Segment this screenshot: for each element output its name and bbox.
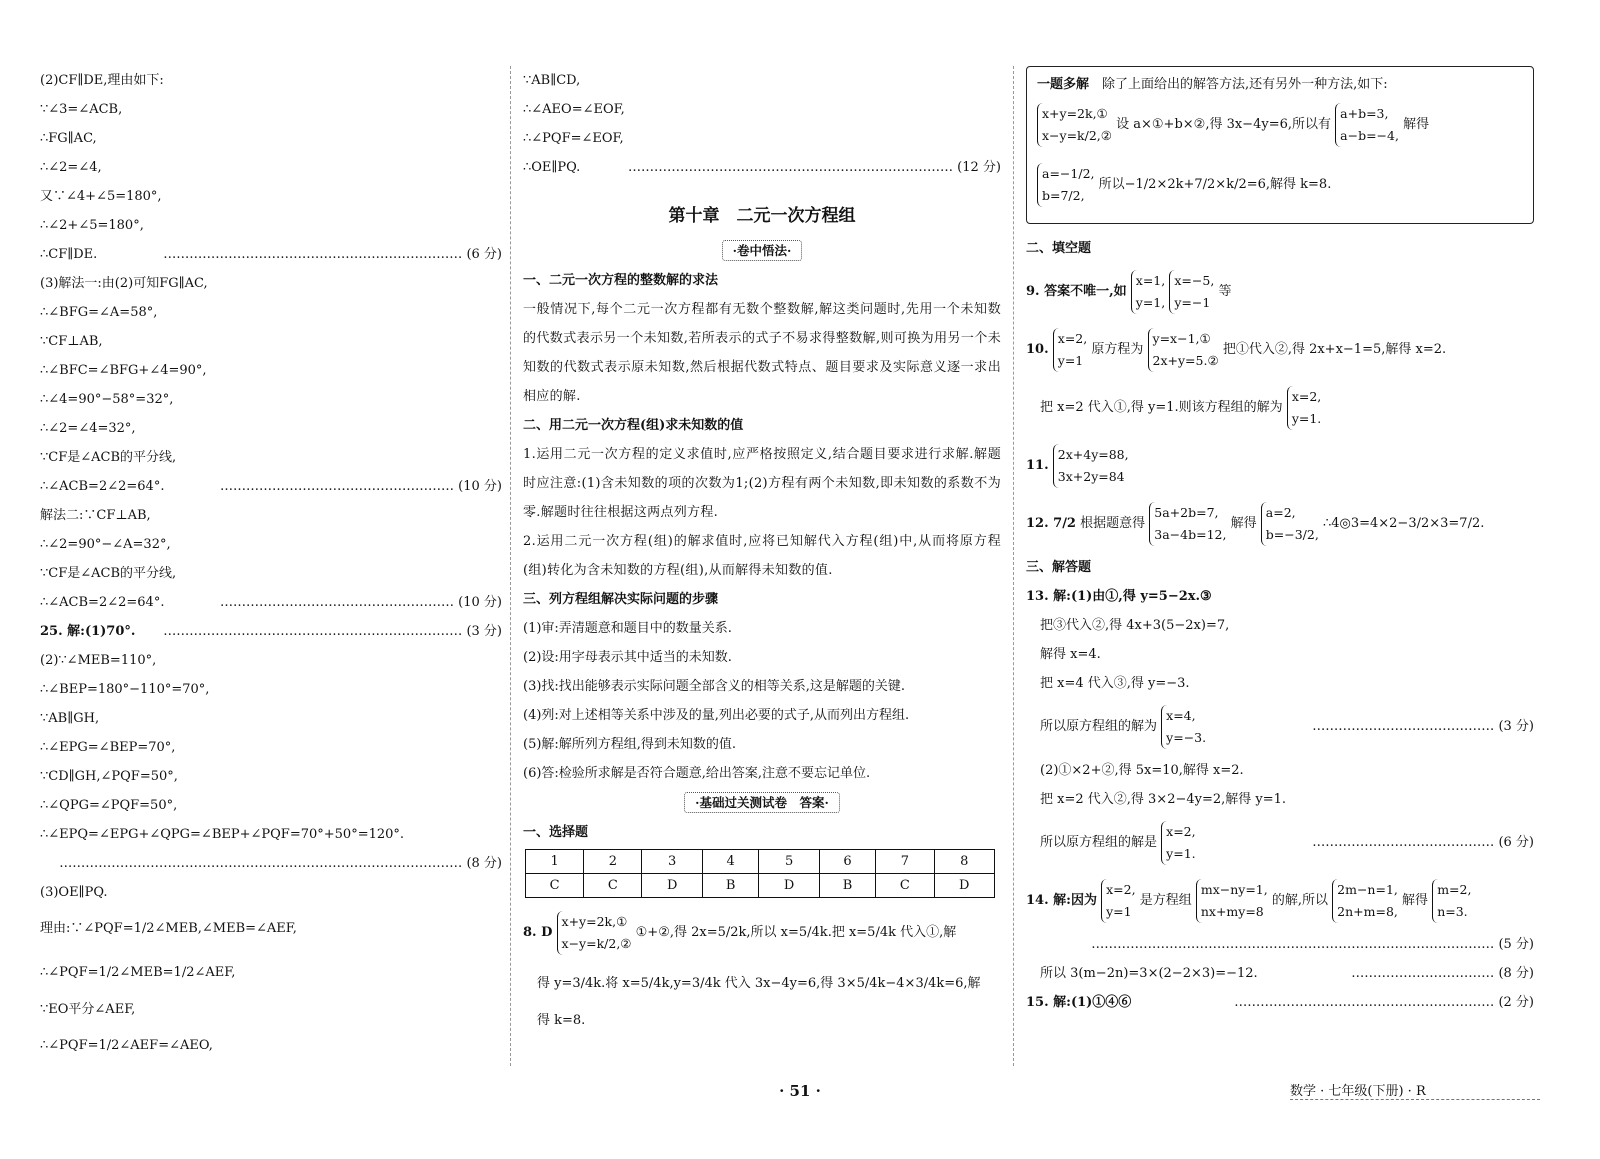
step-item: (3)找:找出能够表示实际问题全部含义的相等关系,这是解题的关键. [523,679,906,694]
text-line: ∴∠ACB=2∠2=64°. ……………………………………………… (10 分) [40,588,502,617]
equation-system: x=−5, y=−1 [1169,270,1214,314]
equation-system: x=2, y=1 [1101,879,1135,923]
text-line: ∴∠BEP=180°−110°=70°, [40,682,210,697]
equation-system: x=2, y=1 [1053,328,1087,372]
q8-line: 8. D x+y=2k,① x−y=k/2,② ①+②,得 2x=5/2k,所以 x=5/4k.把 x=5/4k 代入①,解 [523,904,1001,962]
equation-system: a=2, b=−3/2, [1261,502,1319,546]
step-item: (2)设:用字母表示其中适当的未知数. [523,650,732,665]
q12-line: 12. 7/2 根据题意得 5a+2b=7, 3a−4b=12, 解得 a=2, b=−3/2, ∴4◎3=4×2−3/2×3=7/2. [1026,495,1534,553]
paragraph: 一般情况下,每个二元一次方程都有无数个整数解,解这类问题时,先用一个未知数的代数式表示另一个未知数,若所表示的式子不易求得整数解,则可换为用另一个未知数的代数式表示原未知数,然后根据代数式特点、题目要求及实际意义逐一求出相应的解. [523,302,1001,404]
answer-table [525,849,995,898]
section-heading: 二、填空题 [1026,241,1092,256]
section-heading: 一、选择题 [523,825,589,840]
table-cell: D [642,874,702,898]
text-line: ∵CF是∠ACB的平分线, [40,450,177,465]
table-cell: 8 [934,850,994,874]
table-cell: 6 [819,850,875,874]
text-line: ∴∠2=90°−∠A=32°, [40,537,171,552]
text-line: ∴∠BFC=∠BFG+∠4=90°, [40,363,207,378]
equation-system: x=2, y=1. [1287,386,1321,430]
table-cell: 2 [584,850,642,874]
text-line: ∵CD∥GH,∠PQF=50°, [40,769,178,784]
table-cell: C [584,874,642,898]
section-heading: 二、用二元一次方程(组)求未知数的值 [523,418,744,433]
text-line: 所以原方程组的解是 x=2, y=1. …………………………………… (6 分) [1026,814,1534,872]
text-line: 又∵∠4+∠5=180°, [40,189,162,204]
book-footer: 数学 · 七年级(下册) · R [1290,1080,1540,1100]
text-line: 把 x=4 代入③,得 y=−3. [1040,676,1190,691]
text-line: (3)解法一:由(2)可知FG∥AC, [40,276,208,291]
equation-system: x+y=2k,① x−y=k/2,② [557,911,632,955]
text-line: ∴∠2=∠4=32°, [40,421,136,436]
chapter-title: 第十章 二元一次方程组 [668,206,856,226]
table-cell: 3 [642,850,702,874]
equation-system: x+y=2k,① x−y=k/2,② [1037,103,1112,147]
table-cell: C [876,874,934,898]
text-line: ∴OE∥PQ. ………………………………………………………………… (12 分) [523,153,1001,182]
table-cell: 4 [702,850,758,874]
step-item: (4)列:对上述相等关系中涉及的量,列出必要的式子,从而列出方程组. [523,708,910,723]
text-line: ∴CF∥DE. …………………………………………………………… (6 分) [40,240,502,269]
section-tag: ·基础过关测试卷 答案· [523,788,1001,818]
alt-solution-box: 一题多解 除了上面给出的解答方法,还有另外一种方法,如下: x+y=2k,① x−y=k/2,② 设 a×①+b×②,得 3x−4y=6,所以有 a+b=3, a−b=−4, 解得 a=−1/2, b=7/2, 所以−1/2×2k+7/2×k/2=6,解得 k=8. [1026,66,1534,224]
text-line: (2)①×2+②,得 5x=10,解得 x=2. [1040,763,1244,778]
text-line: ∴∠2+∠5=180°, [40,218,144,233]
text-line: ∴∠QPG=∠PQF=50°, [40,798,178,813]
step-item: (6)答:检验所求解是否符合题意,给出答案,注意不要忘记单位. [523,766,871,781]
text-line: ∴∠BFG=∠A=58°, [40,305,158,320]
table-cell: D [759,874,819,898]
text-line: 解得 x=4. [1040,647,1101,662]
text-line: ∴∠2=∠4, [40,160,102,175]
equation-system: a=−1/2, b=7/2, [1037,163,1095,207]
column-middle [523,66,1001,1035]
text-line: ∴∠4=90°−58°=32°, [40,392,174,407]
table-cell: B [819,874,875,898]
column-left [40,66,502,1068]
equation-system: x=2, y=1. [1161,821,1195,865]
text-line: 把 x=2 代入②,得 3×2−4y=2,解得 y=1. [1040,792,1287,807]
text-line: ∵EO平分∠AEF, [40,1002,136,1017]
text-line: 理由:∵∠PQF=1/2∠MEB,∠MEB=∠AEF, [40,921,297,936]
column-right [1026,66,1534,1017]
section-heading: 三、列方程组解决实际问题的步骤 [523,592,719,607]
text-line: 把③代入②,得 4x+3(5−2x)=7, [1040,618,1230,633]
text-line: ………………………………………………………………………………… (8 分) [40,849,502,878]
section-tag: ·卷中悟法· [523,236,1001,266]
text-line: ∵AB∥GH, [40,711,100,726]
equation-system: y=x−1,① 2x+y=5.② [1148,328,1219,372]
text-line: ∴∠EPQ=∠EPG+∠QPG=∠BEP+∠PQF=70°+50°=120°. [40,827,405,842]
page-number: · 51 · [779,1082,821,1100]
text-line: ∵CF是∠ACB的平分线, [40,566,177,581]
paragraph: 2.运用二元一次方程(组)的解求值时,应将已知解代入方程(组)中,从而将原方程(组)转化为含未知数的方程(组),从而解得未知数的值. [523,534,1001,578]
paragraph: 1.运用二元一次方程的定义求值时,应严格按照定义,结合题目要求进行求解.解题时应注意:(1)含未知数的项的次数为1;(2)方程有两个未知数,即未知数的系数不为零.解题时往往根据这两点列方程. [523,447,1001,520]
text-line: ∴∠EPG=∠BEP=70°, [40,740,176,755]
equation-system: x=1, y=1, [1131,270,1165,314]
equation-system: 2m−n=1, 2n+m=8, [1332,879,1398,923]
equation-system: a+b=3, a−b=−4, [1335,103,1399,147]
text-line: (2)CF∥DE,理由如下: [40,73,164,88]
text-line: ∴∠PQF=∠EOF, [523,131,624,146]
column-divider [1013,66,1014,1066]
table-cell: 5 [759,850,819,874]
section-heading: 三、解答题 [1026,560,1092,575]
q8-line: 得 k=8. [537,1013,586,1028]
text-line: 所以原方程组的解为 x=4, y=−3. …………………………………… (3 分) [1026,698,1534,756]
text-line: 15. 解:(1)①④⑥ …………………………………………………… (2 分) [1026,988,1534,1017]
equation-system: 2x+4y=88, 3x+2y=84 [1053,444,1129,488]
table-cell: B [702,874,758,898]
section-heading: 一、二元一次方程的整数解的求法 [523,273,719,288]
q11-line: 11. 2x+4y=88, 3x+2y=84 [1026,437,1534,495]
table-cell: 1 [526,850,584,874]
text-line: 所以 3(m−2n)=3×(2−2×3)=−12. …………………………… (8 分) [1026,959,1534,988]
equation-system: 5a+2b=7, 3a−4b=12, [1149,502,1226,546]
column-divider [510,66,511,1066]
step-item: (1)审:弄清题意和题目中的数量关系. [523,621,732,636]
text-line: ∵∠3=∠ACB, [40,102,123,117]
text-line: 25. 解:(1)70°. …………………………………………………………… (3 分) [40,617,502,646]
text-line: 解法二:∵CF⊥AB, [40,508,151,523]
q8-line: 得 y=3/4k.将 x=5/4k,y=3/4k 代入 3x−4y=6,得 3×5/4k−4×3/4k=6,解 [537,976,981,991]
text-line: ∴∠AEO=∠EOF, [523,102,625,117]
equation-system: mx−ny=1, nx+my=8 [1196,879,1268,923]
q10-line: 10. x=2, y=1 原方程为 y=x−1,① 2x+y=5.② 把①代入②,得 2x+x−1=5,解得 x=2. [1026,321,1534,379]
text-line: ∴∠PQF=1/2∠MEB=1/2∠AEF, [40,965,236,980]
equation-system: x=4, y=−3. [1161,705,1206,749]
text-line: ∵CF⊥AB, [40,334,103,349]
text-line: (3)OE∥PQ. [40,885,108,900]
table-cell: C [526,874,584,898]
q9-line: 9. 答案不唯一,如 x=1, y=1, x=−5, y=−1 等 [1026,263,1534,321]
q14-line: 14. 解:因为 x=2, y=1 是方程组 mx−ny=1, nx+my=8 的解,所以 2m−n=1, 2n+m=8, 解得 m=2, n=3. [1026,872,1534,930]
text-line: 13. 解:(1)由①,得 y=5−2x.③ [1026,589,1212,604]
equation-system: m=2, n=3. [1432,879,1471,923]
q10-line: 把 x=2 代入①,得 y=1.则该方程组的解为 x=2, y=1. [1026,379,1534,437]
text-line: ∴∠ACB=2∠2=64°. ……………………………………………… (10 分) [40,472,502,501]
text-line: ∴FG∥AC, [40,131,97,146]
table-cell: 7 [876,850,934,874]
table-cell: D [934,874,994,898]
text-line: ∵AB∥CD, [523,73,581,88]
text-line: ………………………………………………………………………………… (5 分) [1026,930,1534,959]
step-item: (5)解:解所列方程组,得到未知数的值. [523,737,737,752]
text-line: (2)∵∠MEB=110°, [40,653,157,668]
text-line: ∴∠PQF=1/2∠AEF=∠AEO, [40,1038,213,1053]
